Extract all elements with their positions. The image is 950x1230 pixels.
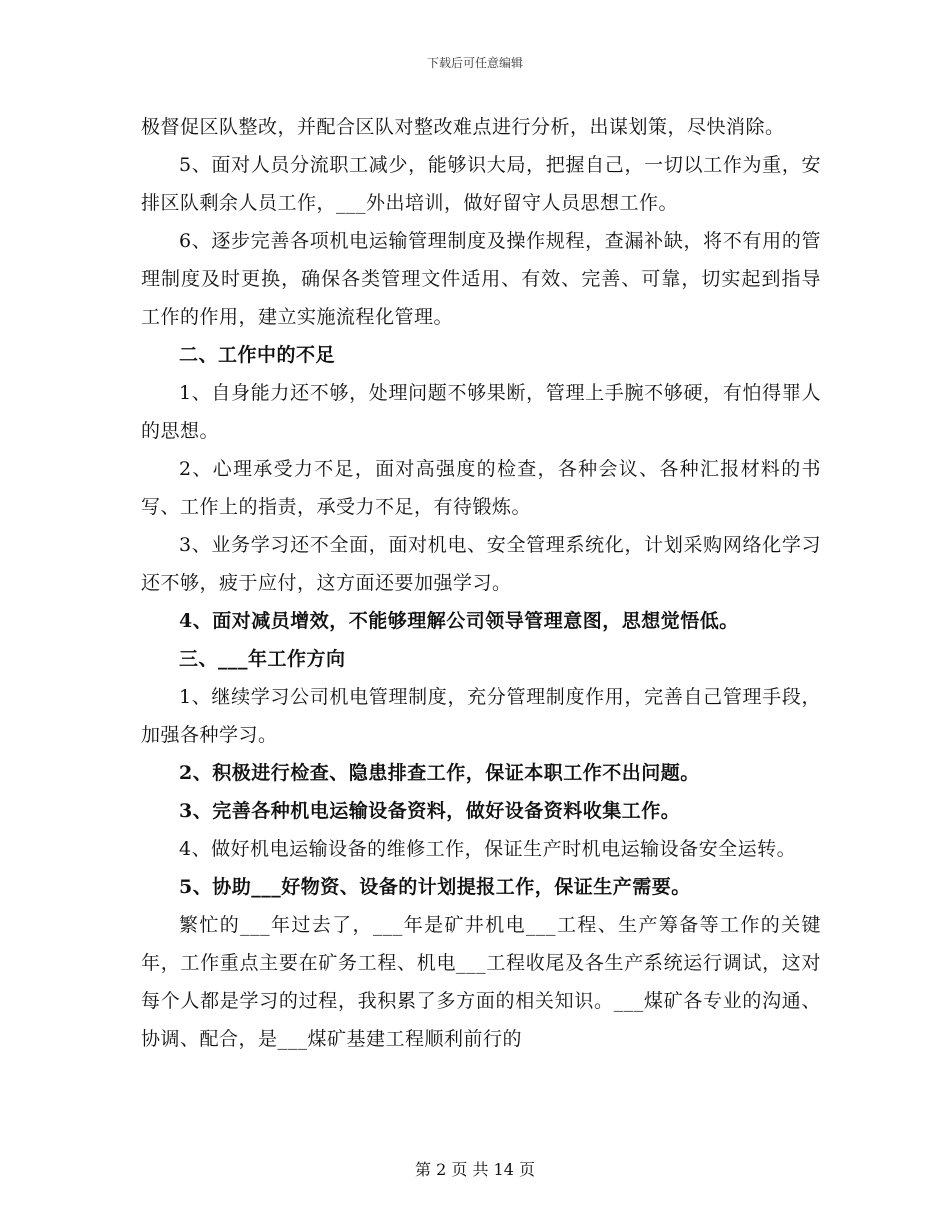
paragraph: 极督促区队整改，并配合区队对整改难点进行分析，出谋划策，尽快消除。: [141, 116, 785, 138]
section-heading: 三、___年工作方向: [179, 648, 346, 670]
paragraph-bold: 4、面对减员增效，不能够理解公司领导管理意图，思想觉悟低。: [179, 610, 739, 632]
paragraph: 6、逐步完善各项机电运输管理制度及操作规程，查漏补缺，将不有用的管理制度及时更换，确保各类管理文件适用、有效、完善、可靠，切实起到指导工作的作用，建立实施流程化管理。: [141, 230, 821, 328]
paragraph-bold: 3、完善各种机电运输设备资料，做好设备资料收集工作。: [179, 800, 681, 822]
page-header-note: 下载后可任意编辑: [426, 56, 523, 70]
paragraph: 1、自身能力还不够，处理问题不够果断，管理上手腕不够硬，有怕得罪人的思想。: [141, 382, 821, 442]
paragraph: 5、面对人员分流职工减少，能够识大局，把握自己，一切以工作为重，安排区队剩余人员工作，___外出培训，做好留守人员思想工作。: [141, 154, 821, 214]
paragraph: 3、业务学习还不全面，面对机电、安全管理系统化，计划采购网络化学习还不够，疲于应付，这方面还要加强学习。: [141, 534, 821, 594]
document-body: [141, 108, 821, 1058]
section-heading: 二、工作中的不足: [179, 344, 336, 366]
paragraph-bold: 5、协助___好物资、设备的计划提报工作，保证生产需要。: [179, 876, 691, 898]
paragraph: 2、心理承受力不足，面对高强度的检查，各种会议、各种汇报材料的书写、工作上的指责，承受力不足，有待锻炼。: [141, 458, 821, 518]
paragraph: 繁忙的___年过去了，___年是矿井机电___工程、生产筹备等工作的关键年，工作重点主要在矿务工程、机电___工程收尾及各生产系统运行调试，这对每个人都是学习的过程，我积累了多方面的相关知识。___煤矿各专业的沟通、协调、配合，是___煤矿基建工程顺利前行的: [141, 914, 821, 1050]
paragraph: 4、做好机电运输设备的维修工作，保证生产时机电运输设备安全运转。: [179, 838, 797, 860]
page-number-footer: 第 2 页 共 14 页: [415, 1160, 535, 1179]
paragraph-bold: 2、积极进行检查、隐患排查工作，保证本职工作不出问题。: [179, 762, 700, 784]
paragraph: 1、继续学习公司机电管理制度，充分管理制度作用，完善自己管理手段，加强各种学习。: [141, 686, 821, 746]
